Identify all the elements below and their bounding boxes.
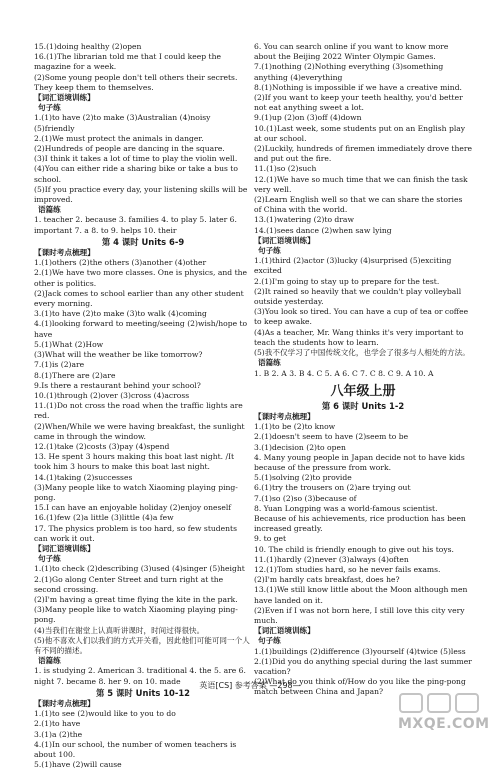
answer-line: 16.(1)The librarian told me that I could keep the magazine for a week. bbox=[34, 52, 221, 72]
answer-line: 2.(1)doesn't seem to have (2)seem to be bbox=[254, 432, 409, 442]
answer-line: 6. You can search online if you want to know more about the Beijing 2022 Winter Olympic Games. bbox=[254, 42, 449, 62]
answer-line: (2)Luckily, hundreds of firemen immediately drove there and put out the fire. bbox=[254, 144, 472, 164]
lesson-heading: 第 4 课时 Units 6-9 bbox=[101, 236, 185, 247]
answer-line: (2)Some young people don't tell others their secrets. They keep them to themselves. bbox=[34, 72, 238, 92]
right-column bbox=[254, 42, 472, 698]
answer-line: 9. to get bbox=[254, 534, 287, 544]
subsection-label: 语篇练 bbox=[38, 205, 61, 215]
answer-line: (3)What will the weather be like tomorrow? bbox=[34, 350, 203, 360]
answer-line: 9.(1)up (2)on (3)off (4)down bbox=[254, 113, 362, 123]
section-heading: 【课时考点梳理】 bbox=[34, 248, 95, 258]
answer-line: 3.(1)a (2)the bbox=[34, 729, 83, 739]
answer-line: (4)当我们在谢堂上认真听讲课时，时间过得很快。 bbox=[34, 625, 205, 635]
answer-line: 1. B 2. A 3. B 4. C 5. A 6. C 7. C 8. C 9. A 10. A bbox=[254, 368, 434, 378]
answer-line: (4)You can either ride a sharing bike or take a bus to school. bbox=[34, 164, 238, 184]
answer-line: 4. Many young people in Japan decide not to have kids because of the pressure from work. bbox=[254, 452, 465, 472]
answer-line: 15.(1)doing healthy (2)open bbox=[34, 42, 142, 51]
answer-line: 1. teacher 2. because 3. families 4. to play 5. later 6. important 7. a 8. to 9. helps 10. their bbox=[34, 215, 237, 235]
answer-line: 1.(1)others (2)the others (3)another (4)other bbox=[34, 258, 207, 268]
answer-line: 8.(1)There are (2)are bbox=[34, 370, 116, 380]
section-heading: 【词汇语境训练】 bbox=[254, 235, 315, 245]
answer-line: 9.Is there a restaurant behind your school? bbox=[34, 380, 201, 390]
answer-line: (2)Hundreds of people are dancing in the square. bbox=[34, 144, 225, 154]
answer-line: (3)I think it takes a lot of time to play the violin well. bbox=[34, 154, 238, 164]
answer-line: 15.I can have an enjoyable holiday (2)enjoy oneself bbox=[34, 503, 232, 513]
answer-line: (5)我不仅学习了中国传统文化，也学会了很多与人相处的方法。 bbox=[254, 348, 470, 358]
left-column bbox=[34, 42, 252, 770]
subsection-label: 句子练 bbox=[38, 103, 61, 113]
lesson-heading: 第 6 课时 Units 1-2 bbox=[321, 400, 405, 411]
answer-line: 5.(1)What (2)How bbox=[34, 339, 104, 349]
answer-line: 14.(1)sees dance (2)when saw lying bbox=[254, 225, 392, 235]
answer-line: 8.(1)Nothing is impossible if we have a creative mind. bbox=[254, 82, 462, 92]
answer-line: (4)As a teacher, Mr. Wang thinks it's very important to teach the students how to learn. bbox=[254, 327, 464, 347]
answer-line: 6.(1)try the trousers on (2)are trying out bbox=[254, 483, 411, 493]
answer-line: 13.(1)watering (2)to draw bbox=[254, 215, 354, 225]
answer-line: 10.(1)Last week, some students put on an English play at our school. bbox=[254, 123, 466, 143]
answer-line: 17. The physics problem is too hard, so few students can work it out. bbox=[34, 523, 237, 543]
answer-line: 14.(1)taking (2)successes bbox=[34, 472, 133, 482]
answer-line: 13.(1)We still know little about the Moon although men have landed on it. bbox=[254, 585, 468, 605]
answer-line: 1.(1)to be (2)to know bbox=[254, 422, 336, 432]
answer-line: 2.(1)Did you do anything special during the last summer vacation? bbox=[254, 656, 472, 676]
section-heading: 【课时考点梳理】 bbox=[254, 411, 315, 421]
grade-heading: 八年级上册 bbox=[330, 383, 396, 399]
answer-line: 2.(1)We have two more classes. One is physics, and the other is politics. bbox=[34, 268, 248, 288]
section-heading: 【课时考点梳理】 bbox=[34, 699, 95, 708]
section-heading: 【词汇语境训练】 bbox=[34, 543, 95, 553]
subsection-label: 语篇练 bbox=[258, 358, 281, 368]
answer-line: 3.(1)decision (2)to open bbox=[254, 442, 346, 452]
answer-line: 2.(1)We must protect the animals in danger. bbox=[34, 133, 204, 143]
answer-line: (2)Jack comes to school earlier than any other student every morning. bbox=[34, 288, 244, 309]
section-heading: 【词汇语境训练】 bbox=[254, 626, 315, 636]
answer-line: 4.(1)In our school, the number of women teachers is about 100. bbox=[34, 739, 237, 760]
lesson-heading: 第 5 课时 Units 10-12 bbox=[95, 687, 191, 698]
watermark-text: MXQE.COM bbox=[398, 716, 490, 732]
answer-line: (2)Learn English well so that we can share the stories of China with the world. bbox=[254, 195, 463, 215]
subsection-label: 句子练 bbox=[38, 554, 61, 564]
answer-line: (2)If you want to keep your teeth healthy, you'd better not eat anything sweet a lot. bbox=[254, 93, 463, 113]
answer-line: 12.(1)We have so much time that we can finish the task very well. bbox=[254, 174, 468, 194]
answer-line: 7.(1)so (2)so (3)because of bbox=[254, 493, 357, 503]
answer-line: 13. He spent 3 hours making this boat last night. /It took him 3 hours to make this boat last night. bbox=[34, 452, 235, 472]
answer-line: (2)What do you think of/How do you like the ping-pong match between China and Japan? bbox=[254, 677, 466, 697]
subsection-label: 句子练 bbox=[258, 246, 281, 256]
answer-line: 5.(1)solving (2)to provide bbox=[254, 473, 352, 483]
subsection-label: 句子练 bbox=[258, 636, 281, 646]
answer-line: 10.(1)through (2)over (3)cross (4)across bbox=[34, 390, 190, 400]
answer-line: 1. is studying 2. American 3. traditional 4. the 5. are 6. night 7. became 8. her 9. on 10. made bbox=[34, 666, 246, 686]
answer-line: 3.(1)to have (2)to make (3)to walk (4)coming bbox=[34, 309, 207, 319]
answer-line: 11.(1)hardly (2)never (3)always (4)often bbox=[254, 554, 409, 564]
answer-line: 11.(1)so (2)such bbox=[254, 164, 317, 174]
answer-line: 2.(1)to have bbox=[34, 719, 81, 729]
answer-line: (3)Many people like to watch Xiaoming playing ping-pong. bbox=[34, 482, 238, 502]
answer-line: 11.(1)Do not cross the road when the traffic lights are red. bbox=[34, 401, 243, 421]
answer-line: 1.(1)to see (2)would like to you to do bbox=[34, 709, 176, 719]
answer-line: 1.(1)to check (2)describing (3)used (4)singer (5)height bbox=[34, 564, 245, 574]
answer-line: 7.(1)is (2)are bbox=[34, 360, 85, 370]
answer-line: 10. The child is friendly enough to give out his toys. bbox=[254, 544, 454, 554]
answer-line: 1.(1)third (2)actor (3)lucky (4)surprised (5)exciting excited bbox=[254, 256, 452, 276]
answer-line: 2.(1)I'm going to stay up to prepare for the test. bbox=[254, 276, 440, 286]
answer-line: 4.(1)looking forward to meeting/seeing (2)wish/hope to have bbox=[34, 319, 248, 339]
page-footer: 英语[CS] 参考答案 —298— bbox=[199, 681, 301, 690]
answer-line: (2)It rained so heavily that we couldn't play volleyball outside yesterday. bbox=[254, 286, 462, 307]
answer-line: (5)他不喜欢人们以我们的方式开关看，因此他们可能可同一个人有不同的描述。 bbox=[34, 635, 250, 655]
answer-line: 12.(1)Tom studies hard, so he never fails exams. bbox=[254, 564, 441, 574]
answer-line: (2)I'm having a great time flying the kite in the park. bbox=[34, 594, 238, 604]
answer-line: 16.(1)few (2)a little (3)little (4)a few bbox=[34, 513, 174, 523]
answer-line: 12.(1)take (2)costs (3)pay (4)spend bbox=[34, 441, 170, 451]
answer-line: 8. Yuan Longping was a world-famous scientist. Because of his achievements, rice production has been increased greatly. bbox=[254, 503, 466, 534]
answer-line: (2)When/While we were having breakfast, the sunlight came in through the window. bbox=[34, 421, 245, 441]
answer-line: (5)If you practice every day, your listening skills will be improved. bbox=[34, 184, 248, 205]
answer-line: 7.(1)nothing (2)Nothing everything (3)something anything (4)everything bbox=[254, 62, 444, 82]
answer-line: (3)Many people like to watch Xiaoming playing ping-pong. bbox=[34, 605, 238, 625]
answer-line: 1.(1)to have (2)to make (3)Australian (4)noisy (5)friendly bbox=[34, 113, 211, 133]
section-heading: 【词汇语境训练】 bbox=[34, 93, 95, 103]
answer-line: 5.(1)have (2)will cause bbox=[34, 760, 122, 770]
answer-line: 2.(1)Go along Center Street and turn right at the second crossing. bbox=[34, 574, 224, 594]
answer-line: (2)Even if I was not born here, I still love this city very much. bbox=[254, 605, 465, 625]
answer-line: (2)I'm hardly cats breakfast, does he? bbox=[254, 575, 400, 585]
subsection-label: 语篇练 bbox=[38, 656, 61, 666]
answer-line: 1.(1)buildings (2)difference (3)yourself (4)twice (5)less bbox=[254, 646, 466, 656]
answer-line: (3)You look so tired. You can have a cup of tea or coffee to keep awake. bbox=[254, 307, 469, 327]
